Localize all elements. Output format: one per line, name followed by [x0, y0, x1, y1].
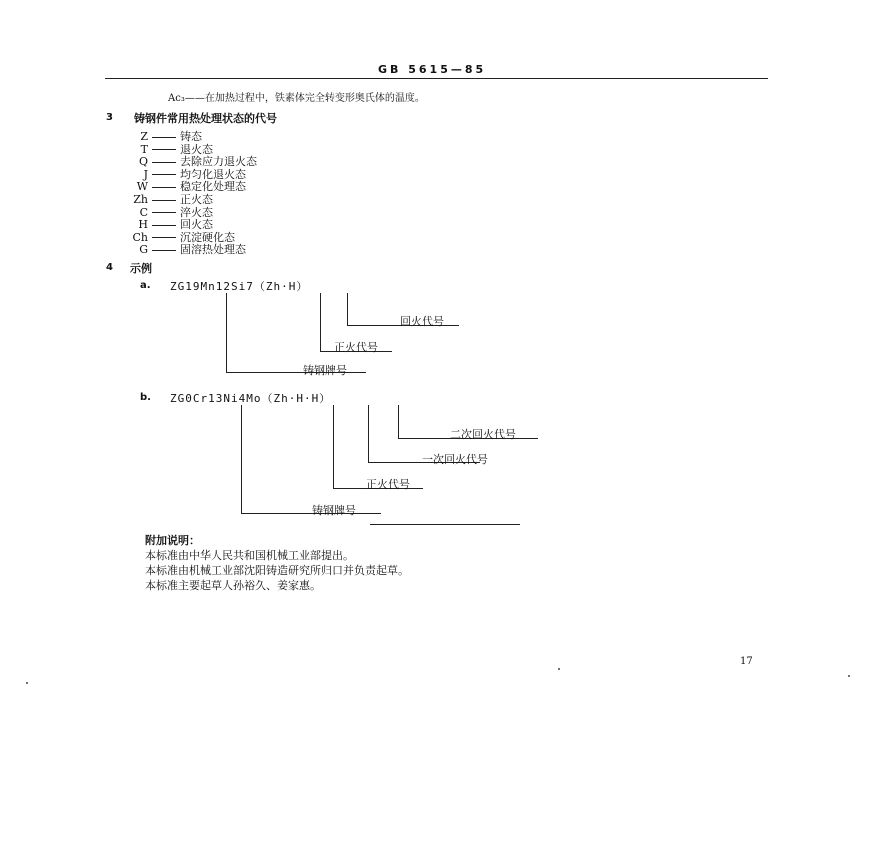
code-symbol: G — [139, 243, 148, 257]
code-dash — [152, 250, 176, 251]
code-symbol: Ch — [132, 230, 148, 244]
example-a-annotation-normalizing: 正火代号 — [334, 341, 378, 354]
code-symbol: Q — [138, 155, 148, 169]
code-description: 去除应力退火态 — [180, 155, 257, 169]
code-description: 淬火态 — [180, 205, 213, 219]
code-symbol: C — [139, 205, 148, 219]
code-description: 退火态 — [180, 142, 213, 156]
example-b-label: b. — [140, 392, 151, 403]
header-rule — [105, 78, 768, 79]
section-4-title: 示例 — [130, 262, 152, 275]
section-3-title: 铸钢件常用热处理状态的代号 — [134, 112, 277, 125]
code-symbol: W — [136, 180, 148, 194]
example-b-h1-leader — [368, 405, 369, 463]
code-description: 稳定化处理态 — [180, 180, 246, 194]
example-a-annotation-tempering: 回火代号 — [400, 315, 444, 328]
code-symbol: T — [140, 142, 148, 156]
notes-line-2: 本标准由机械工业部沈阳铸造研究所归口并负责起草。 — [145, 564, 409, 577]
code-dash — [152, 187, 176, 188]
example-a-zh-leader — [320, 293, 321, 352]
notes-line-1: 本标准由中华人民共和国机械工业部提出。 — [145, 549, 354, 562]
code-symbol: J — [143, 167, 148, 181]
code-symbol: Z — [140, 130, 148, 143]
example-a-h-leader — [347, 293, 348, 326]
code-dash — [152, 149, 176, 150]
code-description: 沉淀硬化态 — [180, 230, 235, 244]
scan-speck — [558, 668, 560, 670]
example-a-annotation-grade: 铸钢牌号 — [303, 364, 347, 377]
code-description: 正火态 — [180, 193, 213, 206]
example-b-annotation-first-tempering: 一次回火代号 — [422, 453, 488, 466]
scan-speck — [848, 675, 850, 677]
code-dash — [152, 212, 176, 213]
code-description: 铸态 — [180, 130, 202, 143]
page-number: 17 — [740, 656, 753, 667]
end-of-text-rule — [370, 524, 520, 525]
example-b-annotation-grade: 铸钢牌号 — [312, 504, 356, 517]
code-dash — [152, 137, 176, 138]
notes-line-3: 本标准主要起草人孙裕久、姜家惠。 — [145, 579, 321, 592]
code-dash — [152, 200, 176, 201]
example-a-grade: ZG19Mn12Si7（Zh·H） — [170, 280, 309, 293]
code-description: 回火态 — [180, 218, 213, 232]
example-b-h2-leader — [398, 405, 399, 439]
example-b-annotation-normalizing: 正火代号 — [366, 478, 410, 491]
code-dash — [152, 162, 176, 163]
example-a-grade-leader — [226, 293, 227, 373]
code-dash — [152, 225, 176, 226]
standard-number: GB 5615—85 — [378, 63, 487, 76]
code-dash — [152, 174, 176, 175]
code-dash — [152, 237, 176, 238]
notes-title: 附加说明： — [145, 534, 200, 547]
example-b-grade-leader — [241, 405, 242, 514]
code-row — [118, 241, 246, 257]
example-b-grade: ZG0Cr13Ni4Mo（Zh·H·H） — [170, 392, 332, 405]
section-3-number: 3 — [106, 112, 113, 123]
code-symbol: H — [138, 218, 148, 232]
ac3-definition: Ac₃——在加热过程中，铁素体完全转变形奥氏体的温度。 — [168, 93, 425, 104]
example-b-zh-leader — [333, 405, 334, 489]
section-4-number: 4 — [106, 262, 113, 273]
scan-speck — [26, 682, 28, 684]
example-b-annotation-second-tempering: 二次回火代号 — [450, 428, 516, 441]
code-symbol: Zh — [133, 193, 148, 206]
example-a-label: a. — [140, 280, 151, 291]
example-b-grade-underline — [241, 513, 381, 514]
code-description: 固溶热处理态 — [180, 243, 246, 257]
code-description: 均匀化退火态 — [180, 167, 246, 181]
